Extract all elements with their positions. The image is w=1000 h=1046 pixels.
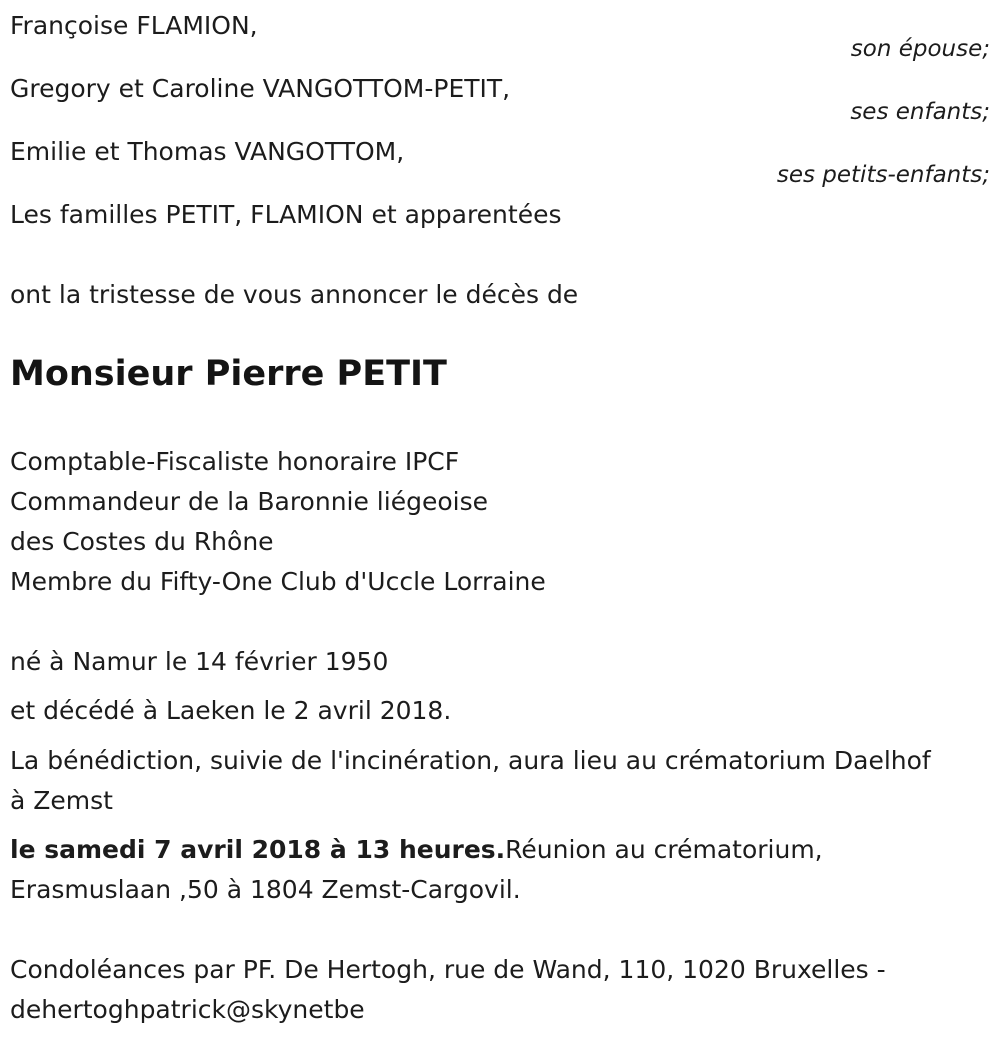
reunion-address: Erasmuslaan ,50 à 1804 Zemst-Cargovil. [10, 875, 521, 904]
family-relation: ses petits-enfants; [776, 162, 990, 188]
title-line: des Costes du Rhône [10, 527, 274, 556]
condolences-email: dehertoghpatrick@skynetbe [10, 995, 365, 1024]
other-families: Les familles PETIT, FLAMION et apparentées [10, 200, 562, 229]
deceased-name: Monsieur Pierre PETIT [10, 354, 447, 394]
birth-info: né à Namur le 14 février 1950 [10, 647, 389, 676]
funeral-details [10, 830, 990, 910]
family-member-name: Françoise FLAMION, [10, 11, 258, 40]
ceremony-info: La bénédiction, suivie de l'incinération, aura lieu au crématorium Daelhof [10, 746, 931, 775]
funeral-date: le samedi 7 avril 2018 à 13 heures. [10, 835, 506, 864]
reunion-info: Réunion au crématorium, [505, 835, 823, 864]
title-line: Membre du Fifty-One Club d'Uccle Lorraine [10, 567, 546, 596]
family-relation: ses enfants; [850, 99, 990, 125]
family-member-name: Emilie et Thomas VANGOTTOM, [10, 137, 405, 166]
condolences-info: Condoléances par PF. De Hertogh, rue de Wand, 110, 1020 Bruxelles - [10, 955, 886, 984]
family-member-name: Gregory et Caroline VANGOTTOM-PETIT, [10, 74, 511, 103]
obituary-notice [10, 0, 990, 1046]
title-line: Commandeur de la Baronnie liégeoise [10, 487, 488, 516]
ceremony-location: à Zemst [10, 786, 113, 815]
death-info: et décédé à Laeken le 2 avril 2018. [10, 696, 452, 725]
announcement-text: ont la tristesse de vous annoncer le décès de [10, 280, 579, 309]
family-relation: son épouse; [850, 36, 990, 62]
title-line: Comptable-Fiscaliste honoraire IPCF [10, 447, 460, 476]
